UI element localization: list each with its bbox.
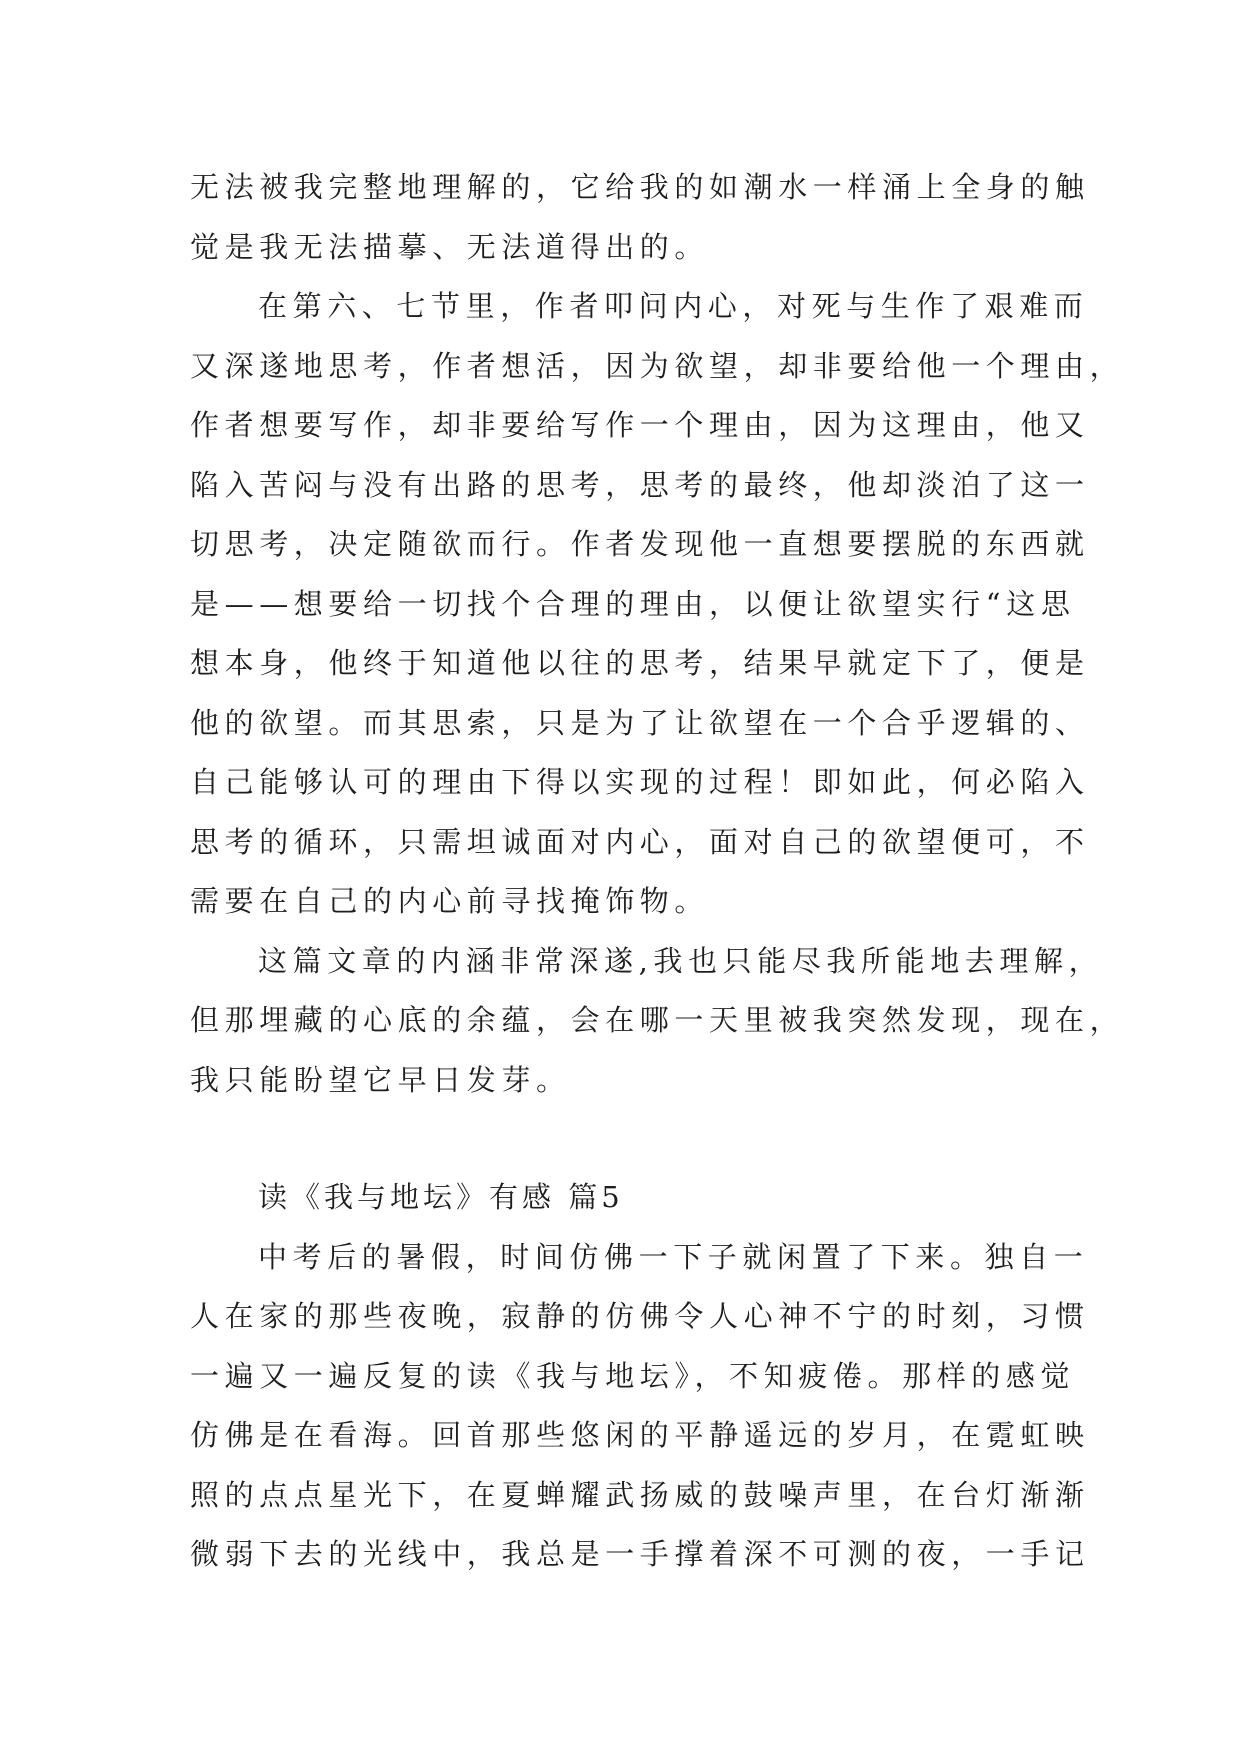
text-line: 他的欲望。而其思索，只是为了让欲望在一个合乎逻辑的、 (190, 705, 1090, 740)
text-line: 是——想要给一切找个合理的理由，以便让欲望实行“这思 (190, 586, 1076, 621)
text-line: 需要在自己的内心前寻找掩饰物。 (190, 884, 710, 918)
text-line: 思考的循环，只需坦诚面对内心，面对自己的欲望便可，不 (190, 824, 1090, 859)
text-line: 照的点点星光下，在夏蝉耀武扬威的鼓噪声里，在台灯渐渐 (190, 1477, 1090, 1512)
paragraph (190, 277, 1125, 932)
text-line: 自己能够认可的理由下得以实现的过程！即如此，何必陷入 (190, 765, 1090, 799)
text-line: 但那埋藏的心底的余蕴，会在哪一天里被我突然发现，现在， (190, 1003, 1125, 1037)
paragraph (190, 932, 1125, 1111)
text-line: 微弱下去的光线中，我总是一手撑着深不可测的夜，一手记 (190, 1537, 1090, 1571)
text-line: 仿佛是在看海。回首那些悠闲的平静遥远的岁月，在霓虹映 (190, 1418, 1090, 1452)
section-heading: 读《我与地坛》有感 篇5 (258, 1180, 624, 1214)
text-line: 中考后的暑假，时间仿佛一下子就闲置了下来。独自一 (258, 1239, 1089, 1274)
text-line: 这篇文章的内涵非常深遂,我也只能尽我所能地去理解， (258, 943, 1104, 978)
text-line: 作者想要写作，却非要给写作一个理由，因为这理由，他又 (190, 408, 1090, 442)
paragraph (190, 158, 1090, 277)
text-line: 无法被我完整地理解的，它给我的如潮水一样涌上全身的触 (190, 170, 1090, 204)
paragraph (190, 1228, 1090, 1585)
text-line: 觉是我无法描摹、无法道得出的。 (190, 229, 710, 264)
text-line: 一遍又一遍反复的读《我与地坛》，不知疲倦。那样的感觉 (190, 1358, 1076, 1393)
text-line: 在第六、七节里，作者叩问内心，对死与生作了艰难而 (258, 289, 1089, 323)
text-line: 想本身，他终于知道他以往的思考，结果早就定下了，便是 (190, 646, 1090, 680)
text-line: 切思考，决定随欲而行。作者发现他一直想要摆脱的东西就 (190, 527, 1090, 561)
document-body (190, 158, 1125, 1585)
text-line: 又深遂地思考，作者想活，因为欲望，却非要给他一个理由， (190, 348, 1125, 383)
text-line: 我只能盼望它早日发芽。 (190, 1062, 571, 1097)
text-line: 陷入苦闷与没有出路的思考，思考的最终，他却淡泊了这一 (190, 467, 1090, 502)
text-line: 人在家的那些夜晚，寂静的仿佛令人心神不宁的时刻，习惯 (190, 1299, 1090, 1333)
